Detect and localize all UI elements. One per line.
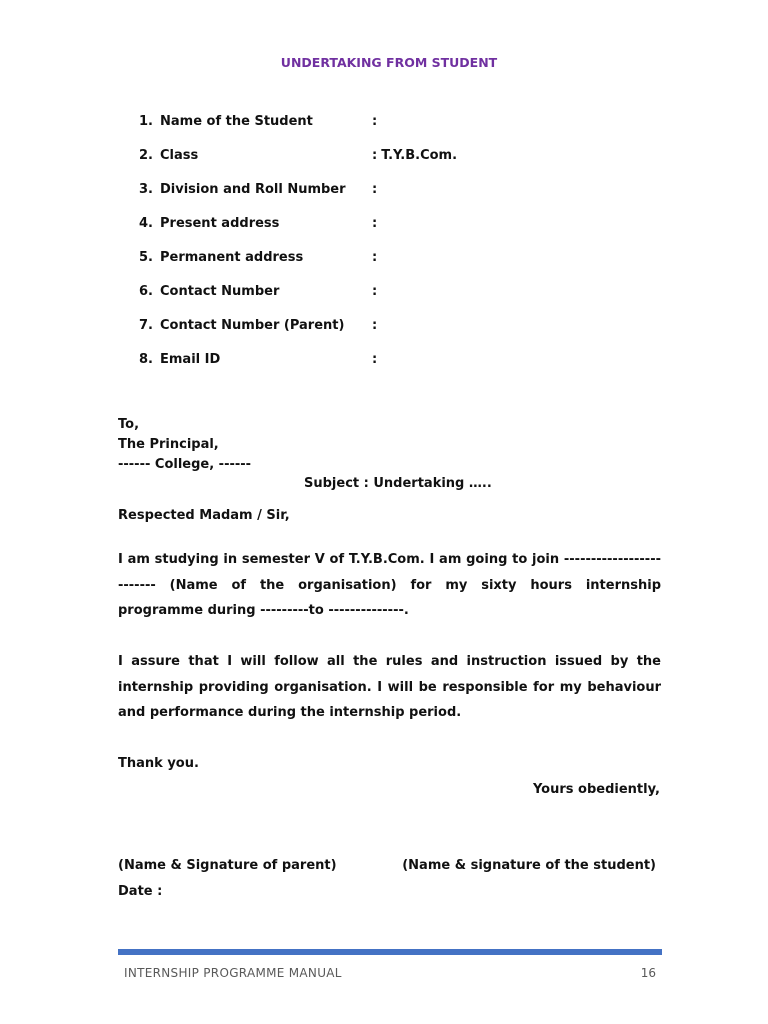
field-label: Present address: [160, 216, 280, 231]
field-label: Division and Roll Number: [160, 182, 346, 197]
field-number: 7.: [139, 318, 153, 333]
field-number: 4.: [139, 216, 153, 231]
field-label: Permanent address: [160, 250, 304, 265]
field-colon: :: [372, 352, 378, 367]
field-label: Contact Number: [160, 284, 280, 299]
letter-closing: Yours obediently,: [532, 782, 660, 797]
form-field-contact-number: [139, 284, 381, 302]
field-label: Contact Number (Parent): [160, 318, 345, 333]
letter-subject: Subject : Undertaking …..: [304, 476, 492, 491]
field-colon: :: [372, 250, 378, 265]
form-field-present-address: [139, 216, 381, 234]
address-to: To,: [118, 417, 140, 432]
field-colon: :: [372, 182, 378, 197]
address-recipient: The Principal,: [118, 437, 219, 452]
form-field-student-name: [139, 114, 381, 132]
field-number: 2.: [139, 148, 153, 163]
form-field-division-roll: [139, 182, 381, 200]
field-label: Class: [160, 148, 199, 163]
page-title: UNDERTAKING FROM STUDENT: [280, 55, 498, 70]
field-number: 1.: [139, 114, 153, 129]
date-label: Date :: [118, 884, 163, 899]
student-signature-label: (Name & signature of the student): [402, 858, 656, 873]
field-label: Name of the Student: [160, 114, 313, 129]
field-colon: :: [372, 114, 378, 129]
footer-page-number: 16: [640, 966, 656, 980]
field-colon: :: [372, 148, 378, 163]
field-number: 8.: [139, 352, 153, 367]
footer-manual-title: INTERNSHIP PROGRAMME MANUAL: [124, 966, 342, 980]
body-paragraph-assurance: I assure that I will follow all the rules and instruction issued by the internship providing organisation. I will be responsible for my behaviour and performance during the internship period.: [118, 654, 661, 720]
field-number: 6.: [139, 284, 153, 299]
body-paragraph-join: I am studying in semester V of T.Y.B.Com. I am going to join ------------------------- (Name of the organisation) for my sixty hours internship programme during ---------to --------------.: [118, 552, 661, 618]
field-colon: :: [372, 318, 378, 333]
field-colon: :: [372, 284, 378, 299]
form-field-email: [139, 352, 381, 370]
field-number: 5.: [139, 250, 153, 265]
footer-divider: [118, 949, 662, 955]
parent-signature-label: (Name & Signature of parent): [118, 858, 337, 873]
form-field-class: [139, 148, 457, 166]
letter-thanks: Thank you.: [118, 756, 199, 771]
address-college: ------ College, ------: [118, 457, 252, 472]
field-number: 3.: [139, 182, 153, 197]
form-field-permanent-address: [139, 250, 381, 268]
field-value: T.Y.B.Com.: [381, 148, 458, 163]
field-colon: :: [372, 216, 378, 231]
letter-salutation: Respected Madam / Sir,: [118, 508, 290, 523]
form-field-parent-contact: [139, 318, 381, 336]
field-label: Email ID: [160, 352, 221, 367]
